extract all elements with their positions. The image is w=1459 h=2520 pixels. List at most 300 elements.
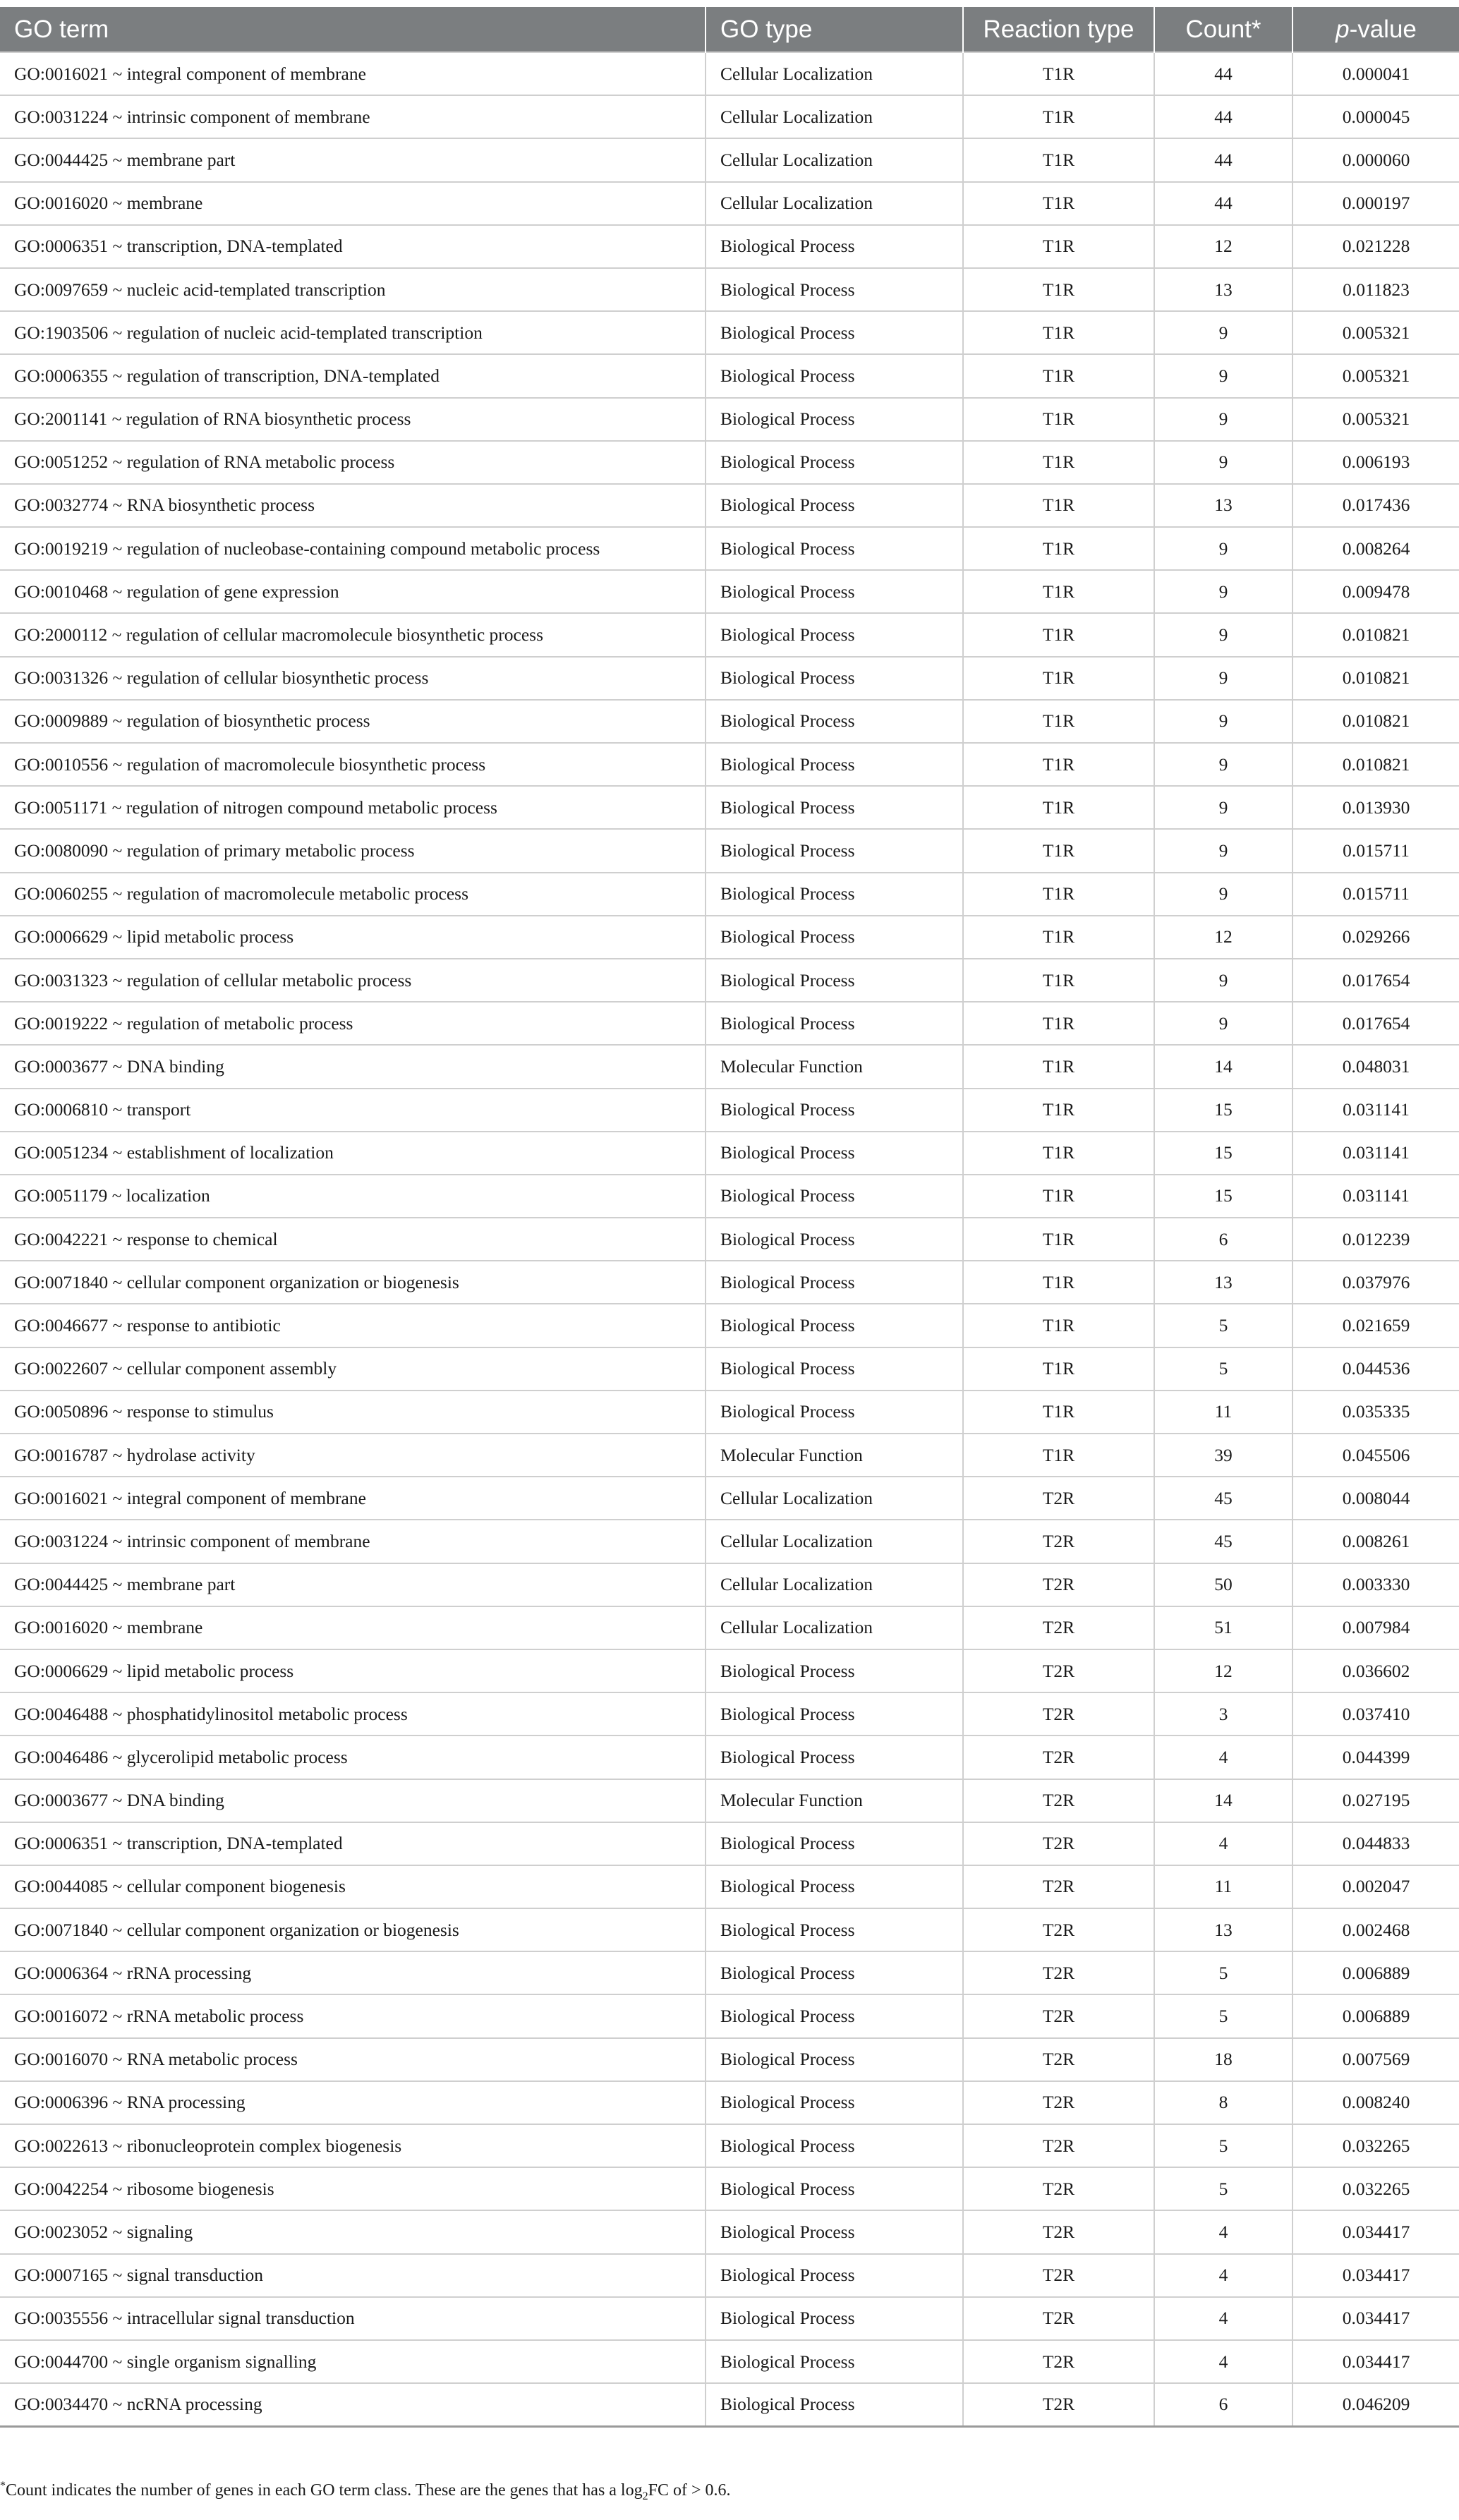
cell-reaction-type: T1R [963,354,1154,397]
cell-p-value: 0.017436 [1292,484,1459,527]
cell-count: 14 [1154,1779,1292,1822]
cell-reaction-type: T2R [963,2383,1154,2426]
cell-go-term: GO:0019219 ~ regulation of nucleobase-containing compound metabolic process [0,527,706,570]
table-row [0,1649,1459,1692]
cell-go-type: Biological Process [706,2254,963,2297]
cell-p-value: 0.021659 [1292,1304,1459,1347]
footnote-text-before: Count indicates the number of genes in each GO term class. These are the genes that has a log [6,2481,643,2500]
cell-reaction-type: T2R [963,2167,1154,2210]
cell-reaction-type: T2R [963,2297,1154,2340]
cell-go-term: GO:0044085 ~ cellular component biogenesis [0,1865,706,1908]
table-row [0,2210,1459,2253]
cell-count: 13 [1154,484,1292,527]
header-go-type: GO type [706,7,963,52]
cell-reaction-type: T2R [963,1994,1154,2037]
cell-go-type: Biological Process [706,1391,963,1434]
cell-reaction-type: T2R [963,1563,1154,1606]
table-row [0,743,1459,786]
cell-go-term: GO:0071840 ~ cellular component organization or biogenesis [0,1261,706,1304]
cell-p-value: 0.009478 [1292,570,1459,613]
cell-reaction-type: T1R [963,1434,1154,1477]
cell-reaction-type: T1R [963,1347,1154,1391]
cell-p-value: 0.008240 [1292,2081,1459,2124]
cell-reaction-type: T1R [963,527,1154,570]
cell-p-value: 0.044536 [1292,1347,1459,1391]
cell-go-type: Biological Process [706,657,963,700]
cell-count: 9 [1154,743,1292,786]
cell-p-value: 0.010821 [1292,743,1459,786]
cell-go-term: GO:0006629 ~ lipid metabolic process [0,916,706,959]
cell-count: 12 [1154,1649,1292,1692]
cell-go-type: Biological Process [706,1649,963,1692]
cell-p-value: 0.007569 [1292,2038,1459,2081]
table-row [0,2254,1459,2297]
table-row [0,1606,1459,1649]
cell-go-type: Biological Process [706,398,963,441]
cell-go-type: Molecular Function [706,1779,963,1822]
cell-go-term: GO:0016020 ~ membrane [0,182,706,225]
cell-reaction-type: T2R [963,2340,1154,2383]
cell-go-term: GO:0010468 ~ regulation of gene expression [0,570,706,613]
footnote-subscript: 2 [642,2490,648,2502]
cell-go-term: GO:0044700 ~ single organism signalling [0,2340,706,2383]
cell-go-term: GO:0042221 ~ response to chemical [0,1218,706,1261]
cell-count: 9 [1154,829,1292,872]
table-row [0,52,1459,95]
cell-p-value: 0.002047 [1292,1865,1459,1908]
cell-go-type: Biological Process [706,2383,963,2426]
table-row [0,354,1459,397]
cell-count: 9 [1154,527,1292,570]
cell-count: 4 [1154,2340,1292,2383]
table-row [0,1563,1459,1606]
table-row [0,182,1459,225]
cell-go-term: GO:0016021 ~ integral component of membrane [0,1477,706,1520]
table-row [0,1045,1459,1088]
table-row [0,1735,1459,1779]
cell-go-term: GO:0031224 ~ intrinsic component of membrane [0,95,706,138]
table-row [0,311,1459,354]
cell-reaction-type: T1R [963,1002,1154,1045]
table-row [0,1002,1459,1045]
cell-reaction-type: T2R [963,2124,1154,2167]
cell-go-type: Biological Process [706,1735,963,1779]
table-footnote [0,2480,731,2503]
cell-count: 4 [1154,2297,1292,2340]
cell-p-value: 0.034417 [1292,2297,1459,2340]
cell-go-type: Biological Process [706,1304,963,1347]
cell-reaction-type: T1R [963,1218,1154,1261]
cell-p-value: 0.006889 [1292,1994,1459,2037]
cell-count: 13 [1154,1261,1292,1304]
cell-p-value: 0.017654 [1292,959,1459,1002]
cell-p-value: 0.002468 [1292,1908,1459,1951]
table-row [0,1520,1459,1563]
cell-go-term: GO:0009889 ~ regulation of biosynthetic process [0,700,706,743]
cell-reaction-type: T1R [963,484,1154,527]
cell-go-term: GO:0006396 ~ RNA processing [0,2081,706,2124]
cell-go-type: Biological Process [706,2167,963,2210]
cell-go-term: GO:0003677 ~ DNA binding [0,1779,706,1822]
cell-go-type: Biological Process [706,354,963,397]
cell-go-term: GO:0051171 ~ regulation of nitrogen compound metabolic process [0,786,706,829]
cell-go-type: Biological Process [706,1132,963,1175]
cell-count: 9 [1154,1002,1292,1045]
cell-go-type: Cellular Localization [706,1606,963,1649]
cell-p-value: 0.036602 [1292,1649,1459,1692]
table-row [0,1779,1459,1822]
cell-reaction-type: T1R [963,95,1154,138]
cell-go-type: Biological Process [706,441,963,484]
header-p-value-italic: p [1336,15,1350,43]
cell-go-type: Biological Process [706,1261,963,1304]
cell-p-value: 0.046209 [1292,2383,1459,2426]
cell-go-term: GO:0016020 ~ membrane [0,1606,706,1649]
cell-p-value: 0.017654 [1292,1002,1459,1045]
table-row [0,95,1459,138]
cell-p-value: 0.013930 [1292,786,1459,829]
cell-count: 9 [1154,441,1292,484]
cell-p-value: 0.021228 [1292,225,1459,268]
table-row [0,700,1459,743]
cell-count: 5 [1154,1304,1292,1347]
cell-count: 9 [1154,873,1292,916]
cell-count: 6 [1154,2383,1292,2426]
cell-go-term: GO:0035556 ~ intracellular signal transduction [0,2297,706,2340]
cell-go-term: GO:0022613 ~ ribonucleoprotein complex biogenesis [0,2124,706,2167]
cell-go-term: GO:0023052 ~ signaling [0,2210,706,2253]
cell-go-term: GO:0016072 ~ rRNA metabolic process [0,1994,706,2037]
cell-go-term: GO:0006810 ~ transport [0,1089,706,1132]
cell-go-type: Molecular Function [706,1045,963,1088]
table-row [0,1391,1459,1434]
cell-count: 11 [1154,1391,1292,1434]
cell-go-type: Biological Process [706,2081,963,2124]
cell-count: 5 [1154,1347,1292,1391]
cell-count: 9 [1154,700,1292,743]
cell-p-value: 0.008261 [1292,1520,1459,1563]
cell-reaction-type: T1R [963,1175,1154,1218]
table-row [0,398,1459,441]
table-row [0,1089,1459,1132]
cell-go-term: GO:2001141 ~ regulation of RNA biosynthetic process [0,398,706,441]
cell-reaction-type: T2R [963,1520,1154,1563]
cell-reaction-type: T1R [963,1261,1154,1304]
cell-go-type: Biological Process [706,2124,963,2167]
cell-go-term: GO:0006351 ~ transcription, DNA-templated [0,225,706,268]
cell-count: 15 [1154,1132,1292,1175]
cell-reaction-type: T1R [963,570,1154,613]
cell-reaction-type: T1R [963,1391,1154,1434]
cell-count: 45 [1154,1477,1292,1520]
cell-go-type: Biological Process [706,225,963,268]
cell-go-term: GO:0016021 ~ integral component of membrane [0,52,706,95]
cell-reaction-type: T1R [963,700,1154,743]
footnote-text-after: FC of > 0.6. [648,2481,731,2500]
header-reaction-type: Reaction type [963,7,1154,52]
cell-go-type: Biological Process [706,1908,963,1951]
cell-go-term: GO:1903506 ~ regulation of nucleic acid-templated transcription [0,311,706,354]
cell-go-term: GO:0031323 ~ regulation of cellular metabolic process [0,959,706,1002]
cell-go-term: GO:0044425 ~ membrane part [0,138,706,181]
cell-reaction-type: T1R [963,225,1154,268]
cell-go-term: GO:0031326 ~ regulation of cellular biosynthetic process [0,657,706,700]
cell-go-term: GO:0006364 ~ rRNA processing [0,1951,706,1994]
cell-count: 3 [1154,1692,1292,1735]
cell-reaction-type: T2R [963,1822,1154,1865]
cell-p-value: 0.010821 [1292,700,1459,743]
cell-go-term: GO:0006629 ~ lipid metabolic process [0,1649,706,1692]
cell-reaction-type: T1R [963,182,1154,225]
cell-go-type: Biological Process [706,743,963,786]
table-row [0,268,1459,311]
header-count: Count* [1154,7,1292,52]
cell-go-type: Biological Process [706,1951,963,1994]
table-row [0,657,1459,700]
cell-reaction-type: T1R [963,138,1154,181]
cell-reaction-type: T2R [963,2081,1154,2124]
table-row [0,873,1459,916]
cell-go-term: GO:0046486 ~ glycerolipid metabolic process [0,1735,706,1779]
header-p-value [1292,7,1459,52]
cell-p-value: 0.000041 [1292,52,1459,95]
cell-go-term: GO:0006351 ~ transcription, DNA-templated [0,1822,706,1865]
cell-count: 9 [1154,657,1292,700]
cell-p-value: 0.032265 [1292,2124,1459,2167]
cell-p-value: 0.010821 [1292,657,1459,700]
cell-reaction-type: T1R [963,613,1154,656]
cell-go-term: GO:0080090 ~ regulation of primary metabolic process [0,829,706,872]
cell-go-type: Cellular Localization [706,1477,963,1520]
table-row [0,1477,1459,1520]
cell-count: 9 [1154,570,1292,613]
cell-go-type: Cellular Localization [706,95,963,138]
table-row [0,225,1459,268]
cell-p-value: 0.005321 [1292,311,1459,354]
cell-reaction-type: T1R [963,52,1154,95]
cell-count: 5 [1154,1994,1292,2037]
cell-reaction-type: T1R [963,1304,1154,1347]
cell-count: 45 [1154,1520,1292,1563]
table-row [0,527,1459,570]
cell-p-value: 0.008044 [1292,1477,1459,1520]
footnote-marker: * [0,2480,6,2492]
table-row [0,1951,1459,1994]
cell-p-value: 0.006193 [1292,441,1459,484]
cell-reaction-type: T2R [963,2210,1154,2253]
cell-p-value: 0.031141 [1292,1132,1459,1175]
cell-go-term: GO:0060255 ~ regulation of macromolecule metabolic process [0,873,706,916]
cell-p-value: 0.005321 [1292,398,1459,441]
cell-count: 5 [1154,1951,1292,1994]
cell-count: 12 [1154,916,1292,959]
cell-count: 4 [1154,2210,1292,2253]
cell-go-type: Biological Process [706,570,963,613]
cell-count: 39 [1154,1434,1292,1477]
cell-count: 9 [1154,311,1292,354]
cell-count: 9 [1154,959,1292,1002]
cell-reaction-type: T1R [963,829,1154,872]
cell-p-value: 0.031141 [1292,1175,1459,1218]
cell-count: 8 [1154,2081,1292,2124]
cell-go-term: GO:0019222 ~ regulation of metabolic process [0,1002,706,1045]
cell-p-value: 0.008264 [1292,527,1459,570]
cell-p-value: 0.044399 [1292,1735,1459,1779]
cell-reaction-type: T1R [963,398,1154,441]
cell-count: 9 [1154,786,1292,829]
cell-go-type: Biological Process [706,700,963,743]
cell-go-type: Cellular Localization [706,1563,963,1606]
cell-count: 44 [1154,52,1292,95]
cell-go-type: Biological Process [706,527,963,570]
cell-p-value: 0.011823 [1292,268,1459,311]
cell-reaction-type: T2R [963,1779,1154,1822]
table-row [0,2297,1459,2340]
cell-count: 13 [1154,268,1292,311]
table-row [0,959,1459,1002]
cell-p-value: 0.007984 [1292,1606,1459,1649]
cell-reaction-type: T1R [963,1045,1154,1088]
cell-count: 9 [1154,354,1292,397]
cell-go-type: Biological Process [706,613,963,656]
cell-count: 11 [1154,1865,1292,1908]
cell-p-value: 0.015711 [1292,829,1459,872]
cell-go-term: GO:0007165 ~ signal transduction [0,2254,706,2297]
cell-p-value: 0.015711 [1292,873,1459,916]
cell-go-type: Biological Process [706,268,963,311]
cell-p-value: 0.037976 [1292,1261,1459,1304]
cell-go-term: GO:0051234 ~ establishment of localization [0,1132,706,1175]
cell-count: 15 [1154,1089,1292,1132]
header-p-value-suffix: -value [1349,15,1417,43]
table-row [0,1692,1459,1735]
cell-go-type: Cellular Localization [706,138,963,181]
cell-count: 15 [1154,1175,1292,1218]
cell-count: 4 [1154,2254,1292,2297]
table-row [0,2340,1459,2383]
cell-go-type: Biological Process [706,484,963,527]
cell-go-type: Biological Process [706,829,963,872]
cell-go-term: GO:0016787 ~ hydrolase activity [0,1434,706,1477]
cell-p-value: 0.012239 [1292,1218,1459,1261]
table-row [0,2124,1459,2167]
cell-count: 5 [1154,2167,1292,2210]
cell-reaction-type: T1R [963,657,1154,700]
cell-p-value: 0.006889 [1292,1951,1459,1994]
cell-go-type: Cellular Localization [706,52,963,95]
cell-reaction-type: T2R [963,1735,1154,1779]
cell-go-term: GO:0032774 ~ RNA biosynthetic process [0,484,706,527]
table-row [0,2081,1459,2124]
cell-go-term: GO:0042254 ~ ribosome biogenesis [0,2167,706,2210]
cell-count: 12 [1154,225,1292,268]
cell-go-type: Biological Process [706,959,963,1002]
cell-p-value: 0.000045 [1292,95,1459,138]
cell-p-value: 0.000060 [1292,138,1459,181]
cell-go-type: Biological Process [706,2340,963,2383]
cell-count: 6 [1154,1218,1292,1261]
cell-go-type: Cellular Localization [706,182,963,225]
cell-go-type: Biological Process [706,1865,963,1908]
cell-go-term: GO:0044425 ~ membrane part [0,1563,706,1606]
cell-p-value: 0.034417 [1292,2254,1459,2297]
table-row [0,1908,1459,1951]
cell-reaction-type: T2R [963,1908,1154,1951]
header-row [0,7,1459,52]
cell-reaction-type: T1R [963,873,1154,916]
cell-go-type: Biological Process [706,311,963,354]
cell-count: 13 [1154,1908,1292,1951]
cell-reaction-type: T1R [963,1132,1154,1175]
cell-p-value: 0.031141 [1292,1089,1459,1132]
cell-count: 4 [1154,1822,1292,1865]
table-row [0,1434,1459,1477]
table-row [0,1822,1459,1865]
table-row [0,2383,1459,2426]
table-row [0,786,1459,829]
cell-count: 50 [1154,1563,1292,1606]
cell-go-type: Biological Process [706,1175,963,1218]
cell-reaction-type: T2R [963,1692,1154,1735]
cell-go-type: Biological Process [706,1089,963,1132]
cell-go-term: GO:0010556 ~ regulation of macromolecule biosynthetic process [0,743,706,786]
cell-go-term: GO:0046488 ~ phosphatidylinositol metabolic process [0,1692,706,1735]
table-row [0,1261,1459,1304]
cell-count: 4 [1154,1735,1292,1779]
cell-go-term: GO:0016070 ~ RNA metabolic process [0,2038,706,2081]
table-body [0,52,1459,2426]
cell-count: 9 [1154,398,1292,441]
cell-count: 14 [1154,1045,1292,1088]
cell-count: 44 [1154,95,1292,138]
cell-go-term: GO:0034470 ~ ncRNA processing [0,2383,706,2426]
cell-p-value: 0.000197 [1292,182,1459,225]
cell-count: 18 [1154,2038,1292,2081]
cell-go-type: Molecular Function [706,1434,963,1477]
cell-reaction-type: T1R [963,268,1154,311]
cell-go-term: GO:0022607 ~ cellular component assembly [0,1347,706,1391]
cell-p-value: 0.034417 [1292,2340,1459,2383]
cell-reaction-type: T1R [963,441,1154,484]
table-row [0,1304,1459,1347]
cell-go-term: GO:0051252 ~ regulation of RNA metabolic process [0,441,706,484]
table-row [0,2038,1459,2081]
table-row [0,613,1459,656]
cell-count: 44 [1154,138,1292,181]
cell-go-type: Biological Process [706,916,963,959]
cell-go-type: Biological Process [706,2038,963,2081]
cell-p-value: 0.037410 [1292,1692,1459,1735]
cell-reaction-type: T1R [963,1089,1154,1132]
cell-go-term: GO:0097659 ~ nucleic acid-templated transcription [0,268,706,311]
cell-go-term: GO:2000112 ~ regulation of cellular macromolecule biosynthetic process [0,613,706,656]
cell-reaction-type: T1R [963,311,1154,354]
cell-p-value: 0.048031 [1292,1045,1459,1088]
cell-p-value: 0.005321 [1292,354,1459,397]
table-row [0,2167,1459,2210]
header-go-term: GO term [14,15,109,43]
cell-go-term: GO:0003677 ~ DNA binding [0,1045,706,1088]
cell-go-term: GO:0046677 ~ response to antibiotic [0,1304,706,1347]
cell-go-term: GO:0006355 ~ regulation of transcription, DNA-templated [0,354,706,397]
table-row [0,1218,1459,1261]
cell-count: 44 [1154,182,1292,225]
cell-p-value: 0.035335 [1292,1391,1459,1434]
cell-go-term: GO:0050896 ~ response to stimulus [0,1391,706,1434]
cell-go-term: GO:0031224 ~ intrinsic component of membrane [0,1520,706,1563]
cell-reaction-type: T1R [963,916,1154,959]
cell-go-term: GO:0071840 ~ cellular component organization or biogenesis [0,1908,706,1951]
